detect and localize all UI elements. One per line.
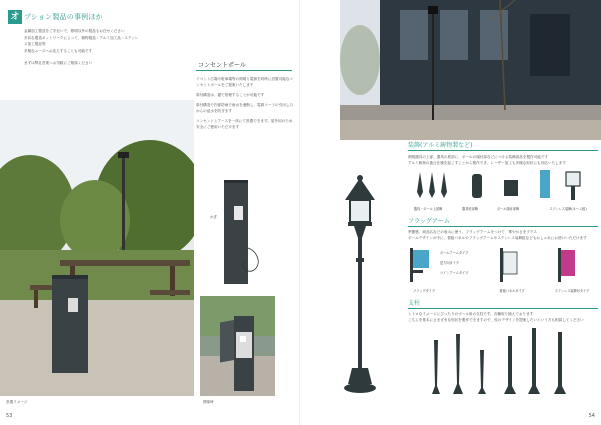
photo1-caption: 設置イメージ <box>6 400 28 404</box>
post-icon <box>432 340 440 394</box>
decor-rule <box>408 150 598 151</box>
post-icon <box>554 332 566 394</box>
post-icon <box>504 336 516 394</box>
page-number-left: 53 <box>6 413 13 419</box>
flag-text <box>408 229 598 245</box>
outlet-pole-product <box>210 178 264 288</box>
page-number-right: 54 <box>588 413 595 419</box>
decor-item-label: ポール頭付部飾 <box>496 207 520 211</box>
bollard-title: 支柱 <box>408 300 421 307</box>
bollard-para: レトロなイメージにぴったりのポール用の支柱です。各種取り揃えております <box>408 312 534 316</box>
outlet-para: コンセントとアースを一体にて設置できます。屋外用のため安全にご使用いただけます <box>196 119 293 129</box>
street-photo <box>340 0 601 140</box>
decor-para: アルミ鋳物の複合仕様を起こすことから製作でき、レーザー加工も多様な形状にも対応いたします <box>408 161 566 165</box>
flag-item-label: 看板パネルタイプ <box>499 289 525 293</box>
intro-line: 多様なニーズへお応えすることも可能です <box>24 49 93 53</box>
flag-item-label: ステンレス装飾付タイプ <box>554 289 590 293</box>
decor-item-label: 器具・ポール上部飾 <box>413 207 443 211</box>
finial-icon <box>441 172 447 198</box>
decor-item-label: ステンレス装飾(ネーム板) <box>549 207 587 211</box>
flag-item-label: フラッグタイプ <box>412 289 436 293</box>
left-page <box>0 0 300 425</box>
lamp-pole-illustration <box>320 170 400 400</box>
intro-text <box>24 28 139 67</box>
decor-para: 照明器具の上部、器具の底部に、ポールの頭付部などにつける装飾部品を製作可能です <box>408 155 549 159</box>
post-icon <box>478 350 486 394</box>
post-icon <box>453 334 463 394</box>
pole-head-icon <box>540 170 550 198</box>
outlet-para: イベント広場や駐車場等の照明と電源を同時に設置可能なコンセントポールをご提案いたします <box>196 77 294 87</box>
lantern-icon <box>566 172 580 186</box>
outlet-text <box>196 76 294 134</box>
flag-para: 季節感、商品名などの表示に使う、フラッグアームをつけて、華やかさをプラス <box>408 230 538 234</box>
flag-rule <box>408 226 598 227</box>
right-page <box>300 0 601 425</box>
base-ornament-icon <box>472 174 482 198</box>
outlet-para: 扉付構造で内部防雨で雨水を遮断し、電源コードの引出し口からの浸水を防ぎます <box>196 103 294 113</box>
bollard-text <box>408 311 598 327</box>
outlet-para: 扉付構造は、鍵で管理することが可能です <box>196 93 265 97</box>
flag-small-label: ポールアームタイプ <box>440 251 469 255</box>
photo3-caption: 開扉時 <box>203 400 214 404</box>
intro-line: 多彩な製造ネットワークによって、鋳物製品・アルミ加工品・ステンレス加工製品等 <box>24 36 139 46</box>
intro-line: まずは弊社営業へお気軽にご相談ください <box>24 61 93 65</box>
decor-item-label: 器具底部飾 <box>462 207 478 211</box>
bollard-rule <box>408 308 598 309</box>
decor-title: 装飾(アルミ鋳物製など) <box>408 142 473 149</box>
svg-text:かぎ: かぎ <box>210 215 217 219</box>
collar-icon <box>504 180 518 196</box>
decor-items <box>408 168 600 208</box>
flag-para: ポールデザインの中に、看板パネルやフラッグアームやステンレス装飾板などもおしゃれにお使いいただけます <box>408 236 587 240</box>
intro-line: 金属加工製造をご手伝いで、照明以外の製品もお任せください <box>24 29 125 33</box>
park-photo <box>0 100 194 396</box>
section-tag: オ <box>8 10 22 24</box>
open-door-photo <box>200 296 275 396</box>
flag-small-label: ツインアームタイプ <box>440 271 469 275</box>
outlet-rule <box>196 70 292 71</box>
post-variants <box>424 326 584 398</box>
bollard-para: こちらを基本にさまざまな形状を製作できますので、柱のデザインを提案したいという方も相談してください <box>408 318 584 322</box>
flag-title: フラッグアーム <box>408 218 450 225</box>
flag-items <box>408 246 600 286</box>
post-icon <box>528 328 540 394</box>
finial-icon <box>429 172 435 198</box>
finial-icon <box>417 172 423 198</box>
page-heading: プション製品の事例ほか <box>24 13 103 21</box>
flag-small-label: 逆方向タイプ <box>440 261 459 265</box>
outlet-title: コンセントポール <box>198 62 246 69</box>
